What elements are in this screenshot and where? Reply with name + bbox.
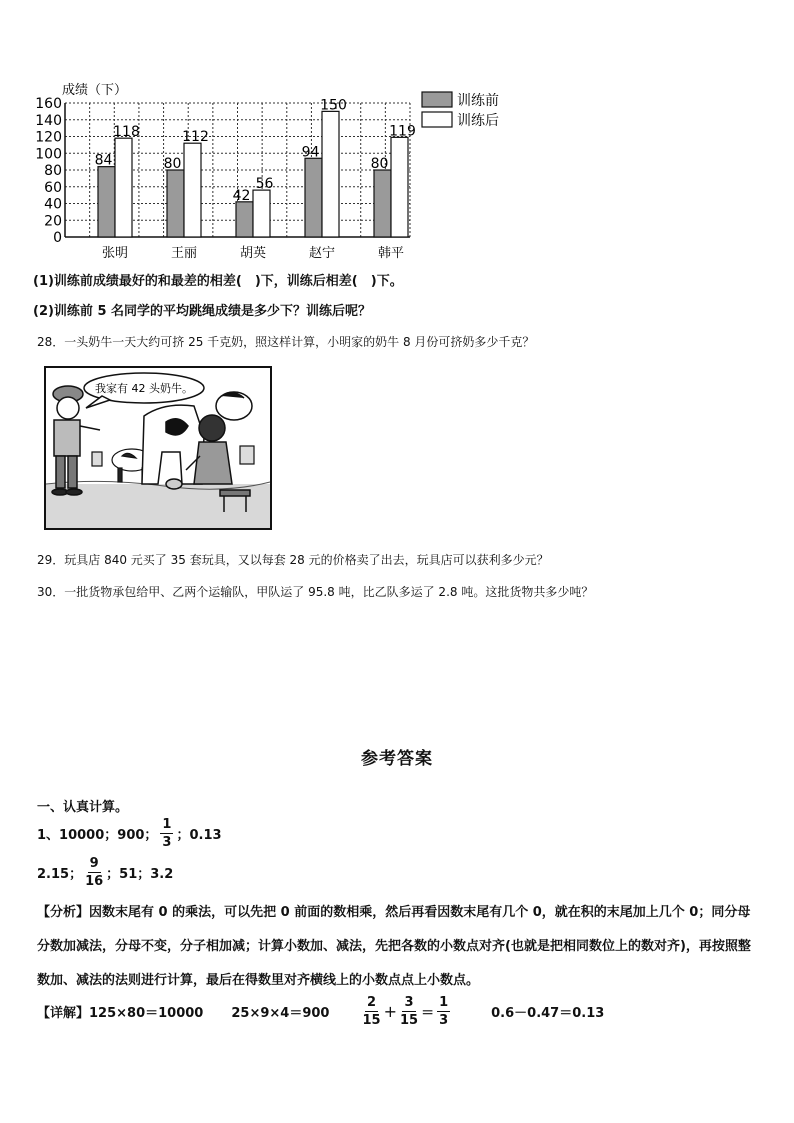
analysis-paragraph: 【分析】因数末尾有 0 的乘法，可以先把 0 前面的数相乘，然后再看因数末尾有几个 0，就在积的末尾加上几个 0；同分母分数加减法，分母不变，分子相加减；计算小数加、减法，先把各数的小数点对齐(也就是把相同数位上的数对齐)，再按照整数加、减法的法则进行计算，最后在得数里对齐横线上的小数点点上小数点。 <box>37 905 751 988</box>
question-28: 28．一头奶牛一天大约可挤 25 千克奶，照这样计算，小明家的奶牛 8 月份可挤奶多少千克？ <box>37 335 535 349</box>
x-tick-label: 赵宁 <box>308 246 336 261</box>
fraction-numerator: 3 <box>404 995 414 1010</box>
bar-王丽-训练前 <box>167 170 184 237</box>
x-tick-label: 王丽 <box>170 246 198 261</box>
y-tick-label: 160 <box>35 96 62 112</box>
bar-张明-训练前 <box>98 167 115 237</box>
question-30: 30．一批货物承包给甲、乙两个运输队，甲队运了 95.8 吨，比乙队多运了 2.8 吨。这批货物共多少吨？ <box>37 585 594 599</box>
plus-sign: + <box>383 1002 397 1021</box>
y-tick-labels <box>35 96 62 246</box>
bar-胡英-训练前 <box>236 202 253 237</box>
y-tick-label: 40 <box>44 196 62 213</box>
fraction-two-fifteenths <box>362 996 380 1027</box>
bar-value-label: 42 <box>232 187 251 204</box>
y-tick-label: 0 <box>53 230 62 246</box>
bar-张明-训练后 <box>115 138 132 237</box>
detail-expr-4: 0.6－0.47＝0.13 <box>491 1006 605 1021</box>
fraction-denominator: 15 <box>399 1013 419 1028</box>
question-1: (1)训练前成绩最好的和最差的相差( )下，训练后相差( )下。 <box>33 274 403 289</box>
legend-swatch <box>422 112 452 127</box>
bar-value-label: 118 <box>113 124 140 141</box>
fraction-one-third <box>160 818 173 849</box>
answer-line-1 <box>37 818 222 849</box>
fraction-numerator: 1 <box>162 817 172 832</box>
equals-sign: ＝ <box>421 1006 435 1021</box>
answer-line-1-text-a: 1、10000；900； <box>37 828 158 843</box>
bar-value-labels <box>95 97 416 203</box>
bar-王丽-训练后 <box>184 143 201 237</box>
fraction-nine-sixteenths <box>85 857 103 888</box>
y-axis-label: 成绩（下） <box>62 83 128 98</box>
bar-韩平-训练前 <box>374 170 391 237</box>
speech-text: 我家有 42 头奶牛。 <box>95 382 193 395</box>
question-29: 29．玩具店 840 元买了 35 套玩具，又以每套 28 元的价格卖了出去，玩具店可以获利多少元？ <box>37 553 549 567</box>
bar-chart <box>30 76 530 266</box>
bar-value-label: 94 <box>301 144 320 161</box>
chart-bars <box>98 111 408 237</box>
legend-label: 训练后 <box>457 113 499 129</box>
y-tick-label: 140 <box>35 112 62 129</box>
fraction-denominator: 3 <box>439 1013 449 1028</box>
bar-赵宁-训练后 <box>322 111 339 237</box>
fraction-numerator: 1 <box>439 995 449 1010</box>
question-2: (2)训练前 5 名同学的平均跳绳成绩是多少下？训练后呢？ <box>33 304 372 319</box>
detail-line <box>37 996 604 1027</box>
answer-line-2-text-a: 2.15； <box>37 867 83 882</box>
fraction-numerator: 2 <box>366 995 377 1010</box>
bar-value-label: 80 <box>163 156 182 172</box>
chart-legend <box>422 92 499 129</box>
x-tick-label: 韩平 <box>377 246 405 261</box>
answer-line-2-text-b: ；51；3.2 <box>106 867 174 882</box>
detail-expr-1: 【详解】125×80＝10000 <box>37 1006 204 1021</box>
legend-label: 训练前 <box>457 93 499 109</box>
fraction-one-third-result <box>437 996 450 1027</box>
y-tick-label: 100 <box>35 146 62 163</box>
fraction-three-fifteenths <box>400 996 418 1027</box>
fraction-denominator: 3 <box>162 835 172 850</box>
bar-value-label: 150 <box>320 97 347 114</box>
bar-value-label: 112 <box>182 129 209 146</box>
answer-line-2 <box>37 857 173 888</box>
detail-expr-2: 25×9×4＝900 <box>231 1006 330 1021</box>
bar-胡英-训练后 <box>253 190 270 237</box>
bar-value-label: 80 <box>370 156 389 172</box>
fraction-denominator: 15 <box>362 1013 381 1028</box>
answers-title: 参考答案 <box>361 749 433 769</box>
x-tick-label: 胡英 <box>239 246 267 261</box>
fraction-numerator: 9 <box>89 856 99 871</box>
y-tick-label: 60 <box>44 179 62 196</box>
bar-value-label: 56 <box>255 176 274 193</box>
legend-swatch <box>422 92 452 107</box>
answers-section-heading: 一、认真计算。 <box>37 800 129 815</box>
x-tick-label: 张明 <box>101 246 129 261</box>
bar-赵宁-训练前 <box>305 158 322 237</box>
x-tick-labels <box>102 245 404 261</box>
y-tick-label: 80 <box>44 163 62 179</box>
cow-milking-illustration <box>44 366 272 530</box>
fraction-denominator: 16 <box>85 874 104 889</box>
y-tick-label: 120 <box>35 129 62 146</box>
bar-value-label: 84 <box>94 152 113 169</box>
answer-line-1-text-b: ；0.13 <box>176 828 222 843</box>
bar-value-label: 119 <box>389 123 416 140</box>
bar-韩平-训练后 <box>391 137 408 237</box>
y-tick-label: 20 <box>44 213 62 230</box>
